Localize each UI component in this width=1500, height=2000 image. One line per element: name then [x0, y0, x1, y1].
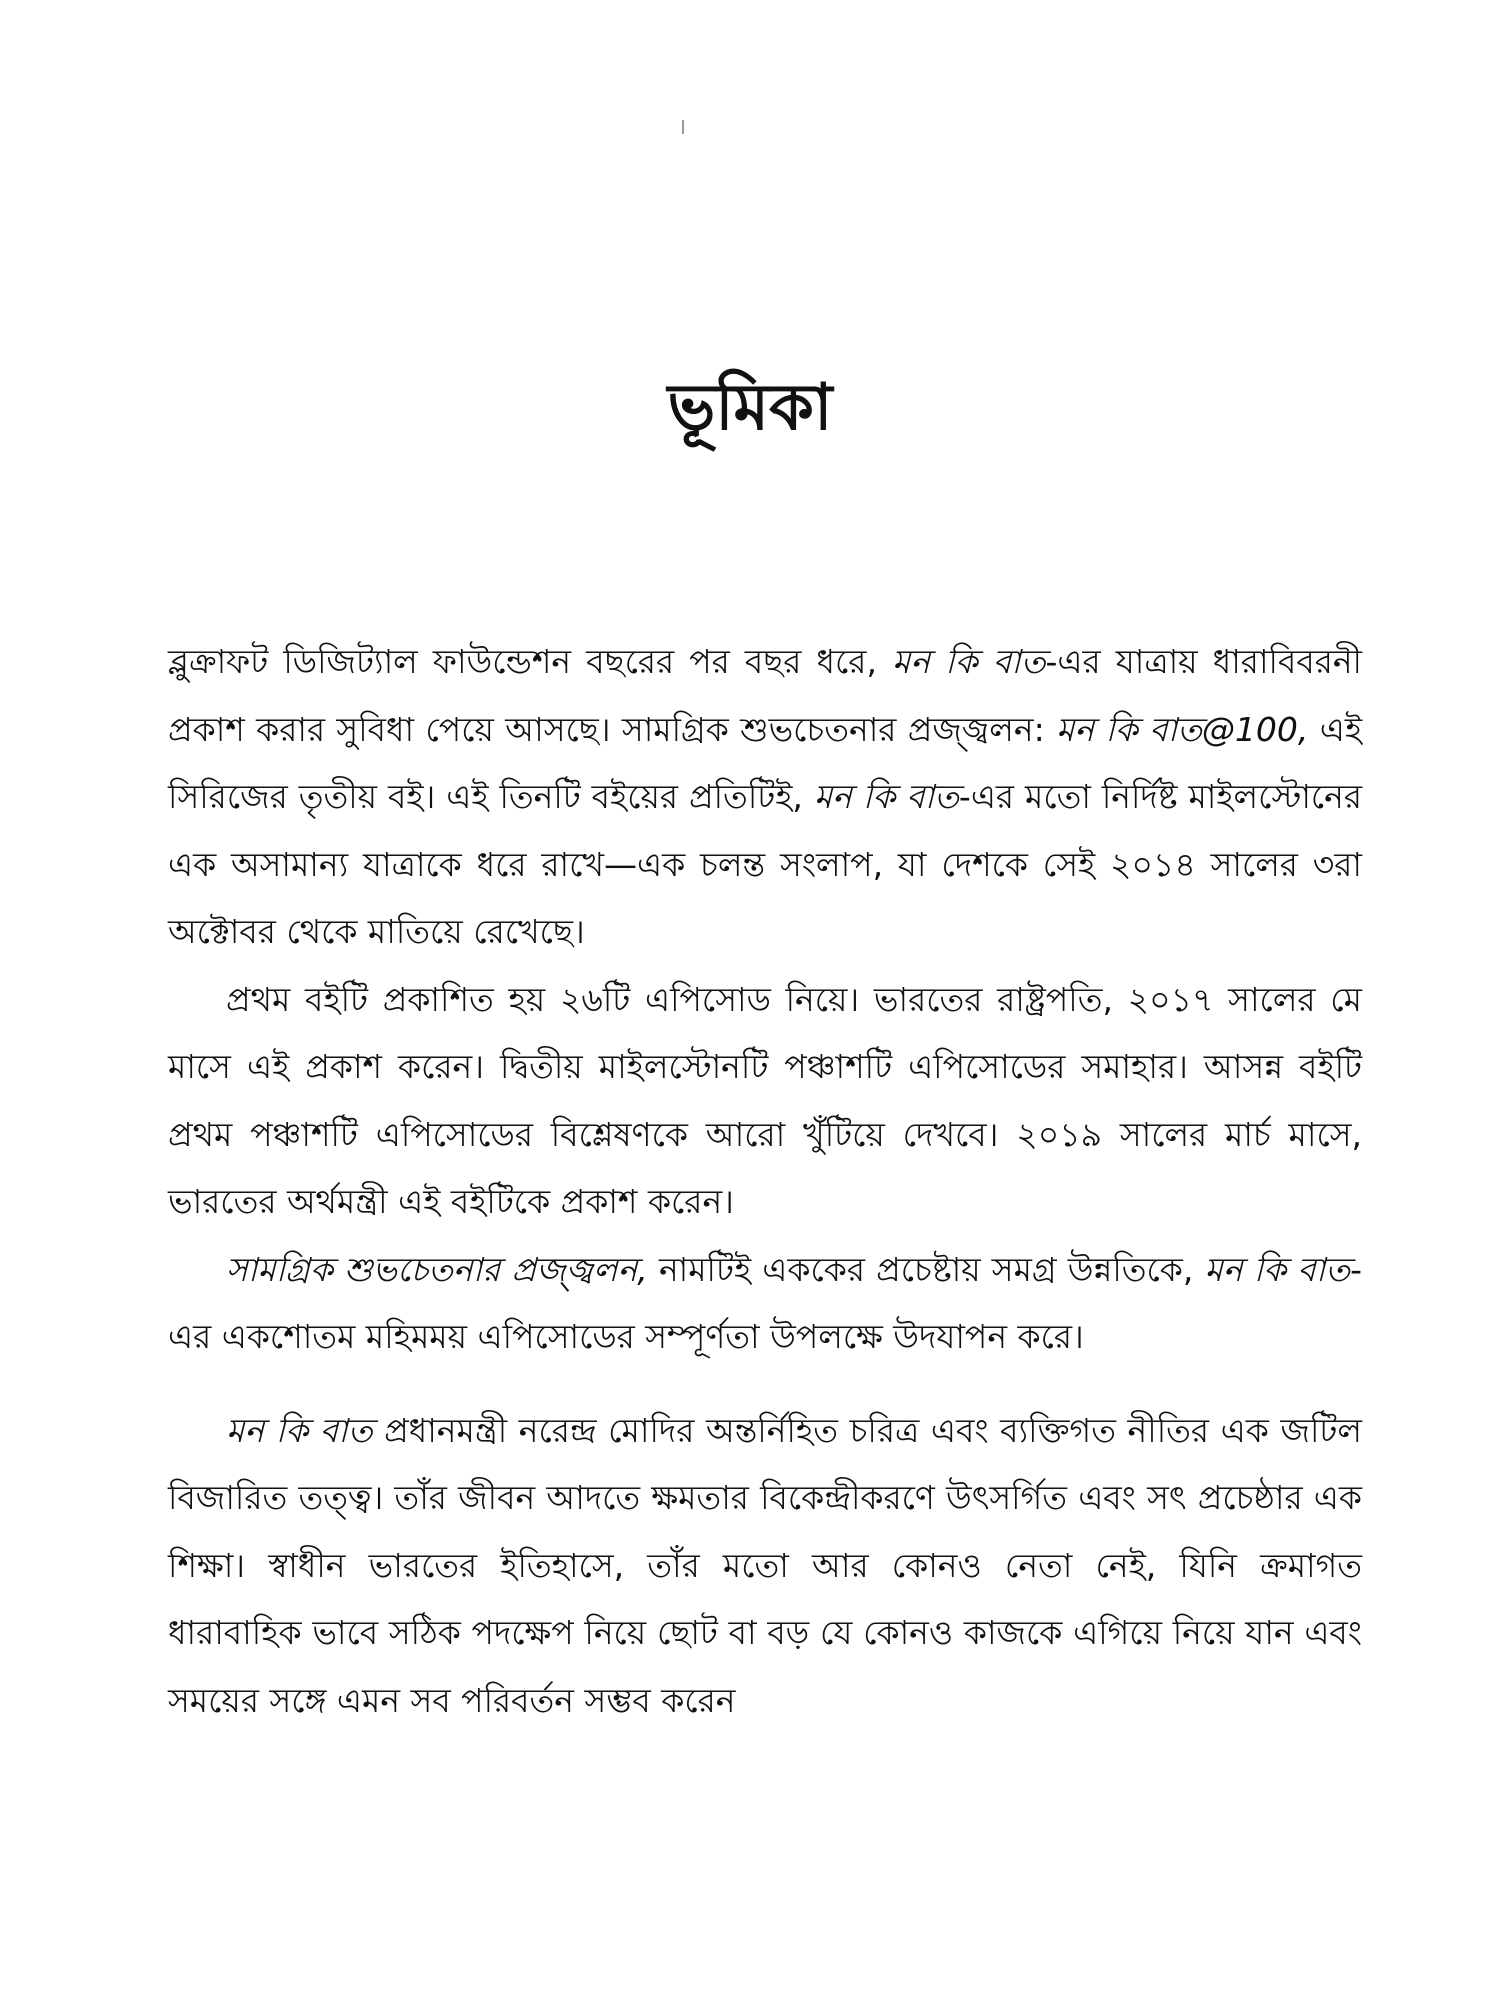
paragraph-1-italic-3: মন কি বাত: [813, 777, 959, 816]
paragraph-3-italic-2: মন কি বাত: [1204, 1249, 1351, 1289]
paragraph-1-text-1: ব্লুক্রাফট ডিজিট্যাল ফাউন্ডেশন বছরের পর বছর ধরে,: [168, 642, 893, 681]
paragraph-1-text-4: -এর মতো নির্দিষ্ট মাইলস্টোনের এক অসামান্য যাত্রাকে ধরে রাখে—এক চলন্ত সংলাপ, যা দেশকে সেই ২০১৪ সালের ৩রা অক্টোবর থেকে মাতিয়ে রেখেছে।: [168, 777, 1362, 951]
paragraph-3-text-1: নামটিই এককের প্রচেষ্টায় সমগ্র উন্নতিকে,: [647, 1249, 1205, 1289]
paragraph-1: [168, 628, 1362, 966]
paragraph-1-italic-1: মন কি বাত: [892, 642, 1046, 681]
page-title: ভূমিকা: [667, 371, 833, 445]
paragraph-4-italic-1: মন কি বাত: [226, 1410, 373, 1450]
paragraph-1-text-3: এই সিরিজের তৃতীয় বই। এই তিনটি বইয়ের প্রতিটিই,: [168, 709, 1362, 816]
paragraph-4-text-1: প্রধানমন্ত্রী নরেন্দ্র মোদির অন্তর্নিহিত চরিত্র এবং ব্যক্তিগত নীতির এক জটিল বিজারিত তত্ত্ব। তাঁর জীবন আদতে ক্ষমতার বিকেন্দ্রীকরণে উৎসর্গিত এবং সৎ প্রচেষ্ঠার এক শিক্ষা। স্বাধীন ভারতের ইতিহাসে, তাঁর মতো আর কোনও নেতা নেই, যিনি ক্রমাগত ধারাবাহিক ভাবে সঠিক পদক্ষেপ নিয়ে ছোট বা বড় যে কোনও কাজকে এগিয়ে নিয়ে যান এবং সময়ের সঙ্গে এমন সব পরিবর্তন সম্ভব করেন: [168, 1410, 1362, 1720]
body-text: [168, 628, 1362, 1734]
paragraph-1-text-2: -এর যাত্রায় ধারাবিবরনী প্রকাশ করার সুবিধা পেয়ে আসছে। সামগ্রিক শুভচেতনার প্রজ্জ্বলন:: [168, 642, 1362, 749]
paragraph-4: [168, 1397, 1362, 1735]
scan-mark: [682, 120, 684, 134]
paragraph-3-italic-1: সামগ্রিক শুভচেতনার প্রজ্জ্বলন,: [226, 1249, 648, 1289]
paragraph-3: [168, 1236, 1362, 1371]
paragraph-2: প্রথম বইটি প্রকাশিত হয় ২৬টি এপিসোড নিয়ে। ভারতের রাষ্ট্রপতি, ২০১৭ সালের মে মাসে এই প্রকাশ করেন। দ্বিতীয় মাইলস্টোনটি পঞ্চাশটি এপিসোডের সমাহার। আসন্ন বইটি প্রথম পঞ্চাশটি এপিসোডের বিশ্লেষণকে আরো খুঁটিয়ে দেখবে। ২০১৯ সালের মার্চ মাসে, ভারতের অর্থমন্ত্রী এই বইটিকে প্রকাশ করেন।: [168, 979, 1362, 1221]
paragraph-3-text-2: -এর একশোতম মহিমময় এপিসোডের সম্পূর্ণতা উপলক্ষে উদযাপন করে।: [168, 1249, 1362, 1356]
paragraph-1-italic-2: মন কি বাত@100,: [1056, 709, 1309, 749]
